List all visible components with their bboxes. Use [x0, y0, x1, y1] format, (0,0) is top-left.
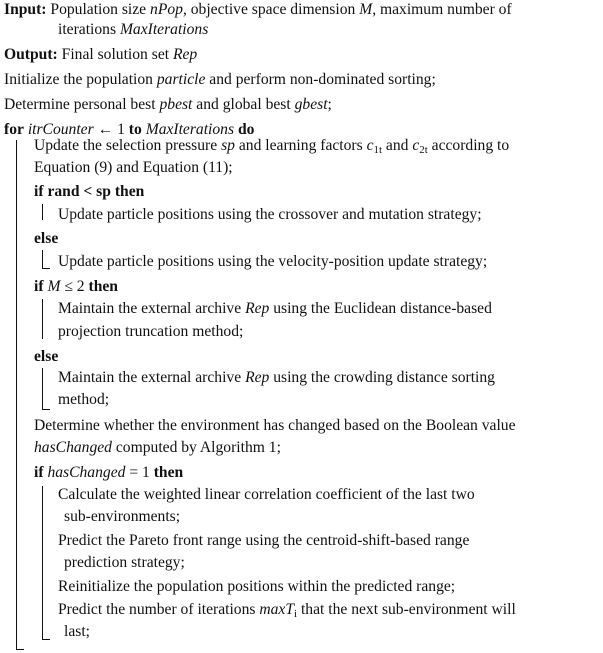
init-line: Initialize the population particle and perform non-dominated sorting; [4, 71, 436, 88]
output-line: Output: Final solution set Rep [4, 46, 198, 63]
correlation-line-cont: sub-environments; [64, 508, 181, 525]
iterations-line: Predict the number of iterations maxT$_i$ that the next sub-environment will [58, 601, 516, 620]
env-line-cont: hasChanged computed by Algorithm 1; [34, 439, 281, 456]
if-changed-line: if hasChanged = 1 then [34, 464, 184, 481]
reinit-line: Reinitialize the population positions within the predicted range; [58, 578, 456, 595]
for-block-hook [16, 649, 24, 650]
input-line-cont: iterations MaxIterations [58, 21, 209, 38]
then-block-bar-1 [42, 204, 43, 220]
pareto-line: Predict the Pareto front range using the centroid-shift-based range [58, 532, 470, 549]
update-line-cont: Equation (9) and Equation (11); [34, 159, 233, 176]
euclid-line: Maintain the external archive Rep using the Euclidean distance-based [58, 300, 492, 317]
else-block-bar-1 [42, 250, 43, 269]
else-block-bar-2 [42, 368, 43, 410]
input-line: Input: Population size nPop, objective space dimension M, maximum number of [4, 1, 512, 18]
crowding-line-cont: method; [58, 391, 110, 408]
env-line: Determine whether the environment has changed based on the Boolean value [34, 417, 516, 434]
velocity-line: Update particle positions using the velocity-position update strategy; [58, 253, 488, 270]
else-line-2: else [34, 348, 59, 365]
if-rand-line: if rand < sp then [34, 183, 145, 200]
crossover-line: Update particle positions using the crossover and mutation strategy; [58, 206, 482, 223]
for-block-bar [16, 140, 17, 650]
if-m-line: if M ≤ 2 then [34, 278, 118, 295]
update-line: Update the selection pressure sp and learning factors $c_{1t}$ and $c_{2t}$ according to [34, 137, 510, 156]
then-block-hook-3 [42, 639, 50, 640]
else-block-hook-2 [42, 409, 50, 410]
else-line-1: else [34, 230, 59, 247]
then-block-bar-3 [42, 486, 43, 640]
pareto-line-cont: prediction strategy; [64, 554, 185, 571]
then-block-bar-2 [42, 299, 43, 339]
crowding-line: Maintain the external archive Rep using the crowding distance sorting [58, 369, 495, 386]
correlation-line: Calculate the weighted linear correlation coefficient of the last two [58, 486, 475, 503]
euclid-line-cont: projection truncation method; [58, 323, 244, 340]
iterations-line-cont: last; [64, 623, 90, 640]
else-block-hook-1 [42, 268, 50, 269]
for-line: for itrCounter ← 1 to MaxIterations do [4, 121, 255, 138]
best-line: Determine personal best pbest and global best gbest; [4, 96, 332, 113]
